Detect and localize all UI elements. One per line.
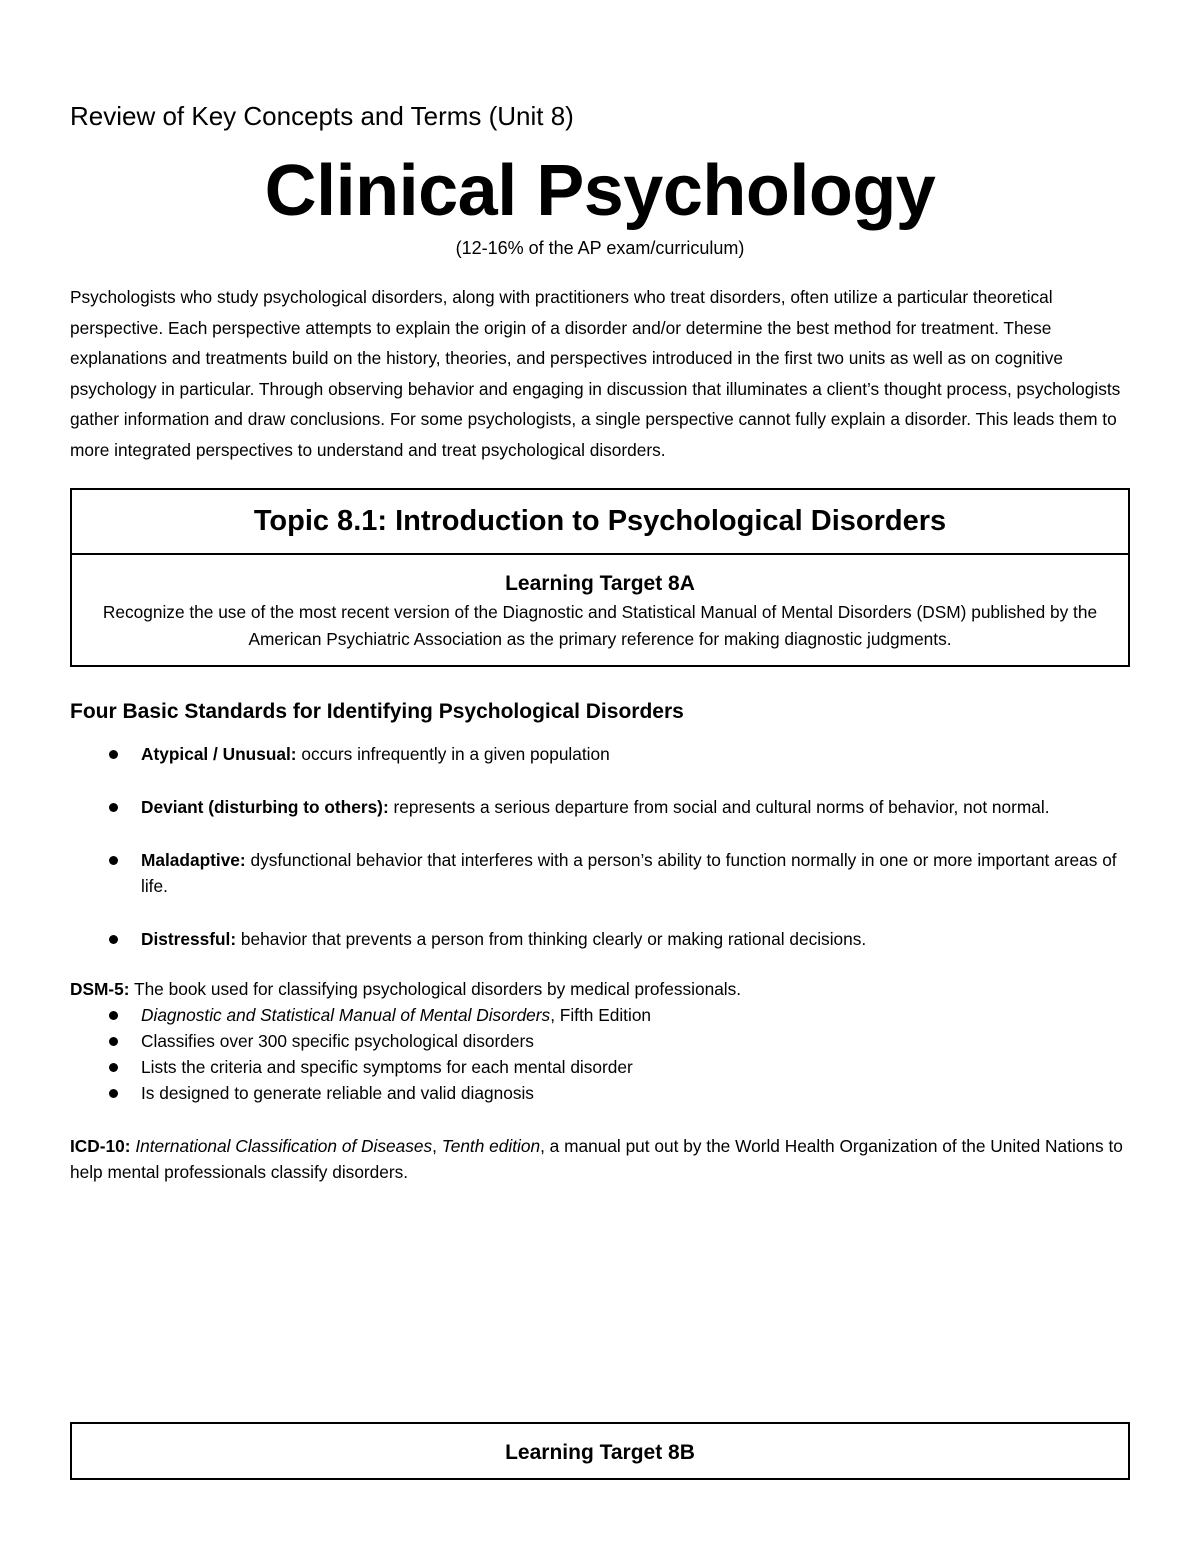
list-item (70, 1002, 1130, 1028)
dsm-text: The book used for classifying psychological disorders by medical professionals. (129, 979, 742, 999)
standard-definition: dysfunctional behavior that interferes with a person’s ability to function normally in one or more important areas of life. (141, 850, 1117, 896)
list-item (70, 1080, 1130, 1106)
learning-target-8b-box (70, 1422, 1130, 1480)
document-page (70, 96, 1130, 1202)
learning-target-label: Learning Target 8A (505, 572, 695, 595)
dsm-facts-list (70, 1002, 1130, 1106)
icd-separator: , (432, 1136, 442, 1156)
icd-edition: Tenth edition (441, 1136, 541, 1156)
intro-paragraph: Psychologists who study psychological disorders, along with practitioners who treat disorders, often utilize a particular theoretical perspective. Each perspective attempts to explain the origin of a disorder and/or determine the best method for treatment. These explanations and treatments build on the history, theories, and perspectives introduced in the first two units as well as on cognitive psychology in particular. Through observing behavior and engaging in discussion that illuminates a client’s thought process, psychologists gather information and draw conclusions. For some psychologists, a single perspective cannot fully explain a disorder. This leads them to more integrated perspectives to understand and treat psychological disorders. (70, 287, 1121, 460)
bullet-icon (109, 750, 118, 759)
unit-kicker: Review of Key Concepts and Terms (Unit 8) (70, 101, 574, 131)
icd-text: , a manual put out by the World Health Organization of the United Nations to help mental professionals classify disorders. (70, 1136, 1123, 1182)
bullet-icon (109, 803, 118, 812)
dsm-fact: Classifies over 300 specific psychological disorders (141, 1031, 534, 1051)
bullet-icon (109, 1063, 118, 1072)
standard-definition: represents a serious departure from social and cultural norms of behavior, not normal. (388, 797, 1050, 817)
learning-target-label: Learning Target 8B (505, 1441, 695, 1464)
learning-target-text: Recognize the use of the most recent version of the Diagnostic and Statistical Manual of Mental Disorders (DSM) published by the American Psychiatric Association as the primary reference for making diagnostic judgments. (102, 602, 1098, 649)
dsm-definition (70, 976, 1130, 1002)
icd-full-title: International Classification of Diseases (135, 1136, 433, 1156)
bullet-icon (109, 935, 118, 944)
standard-term: Maladaptive: (141, 850, 246, 870)
standards-heading: Four Basic Standards for Identifying Psychological Disorders (70, 700, 684, 723)
bullet-icon (109, 1089, 118, 1098)
list-item (70, 926, 1130, 952)
learning-target-8a (72, 555, 1128, 665)
bullet-icon (109, 1011, 118, 1020)
icd-definition (70, 1133, 1130, 1185)
list-item (70, 847, 1130, 899)
bullet-icon (109, 856, 118, 865)
exam-weight-note: (12-16% of the AP exam/curriculum) (455, 238, 745, 258)
topic-box (70, 488, 1130, 667)
page-title: Clinical Psychology (264, 151, 936, 231)
list-item (70, 741, 1130, 767)
standard-term: Atypical / Unusual: (141, 744, 297, 764)
icd-term: ICD-10: (70, 1136, 131, 1156)
standards-list (70, 741, 1130, 952)
dsm-fact: Is designed to generate reliable and valid diagnosis (141, 1083, 534, 1103)
standard-definition: occurs infrequently in a given population (296, 744, 610, 764)
topic-title: Topic 8.1: Introduction to Psychological Disorders (72, 490, 1128, 555)
dsm-edition: , Fifth Edition (550, 1005, 652, 1025)
list-item (70, 1028, 1130, 1054)
dsm-full-title: Diagnostic and Statistical Manual of Mental Disorders (141, 1005, 551, 1025)
list-item (70, 794, 1130, 820)
standard-term: Distressful: (141, 929, 237, 949)
dsm-fact: Lists the criteria and specific symptoms for each mental disorder (141, 1057, 633, 1077)
bullet-icon (109, 1037, 118, 1046)
list-item (70, 1054, 1130, 1080)
dsm-term: DSM-5: (70, 979, 130, 999)
standard-definition: behavior that prevents a person from thinking clearly or making rational decisions. (236, 929, 867, 949)
standard-term: Deviant (disturbing to others): (141, 797, 389, 817)
